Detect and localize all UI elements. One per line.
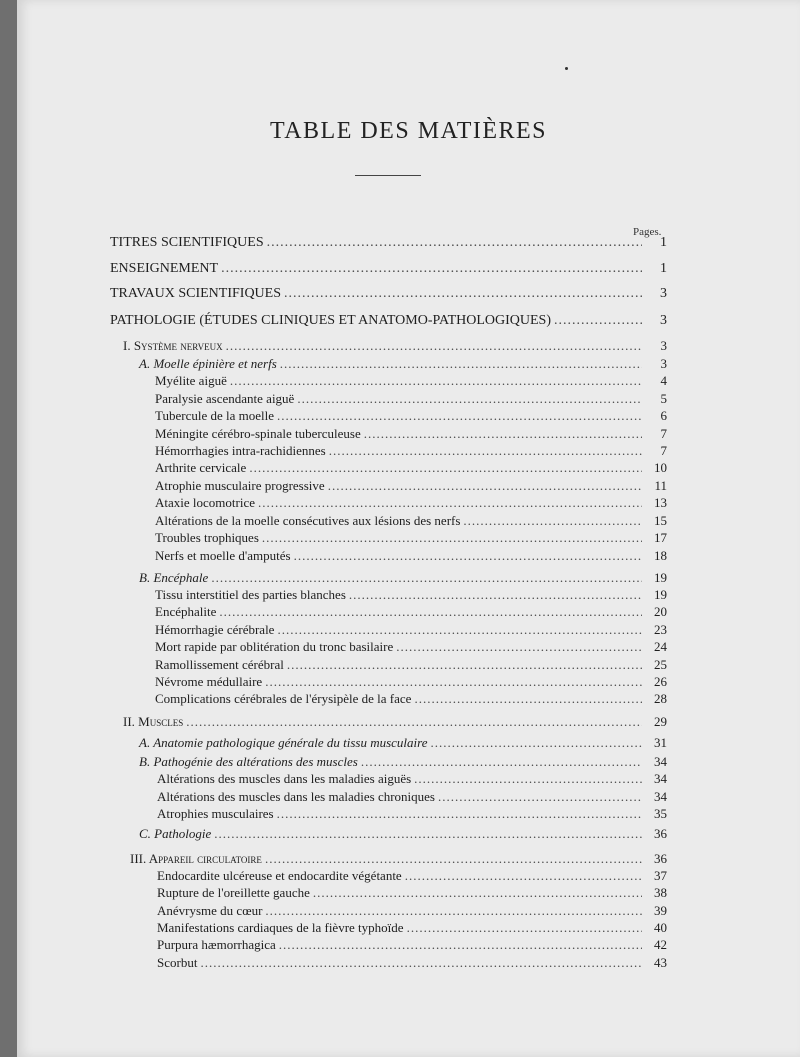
toc-section-label: III. Appareil circulatoire <box>130 851 262 866</box>
toc-entry-page: 43 <box>654 955 667 970</box>
leader-dots <box>280 356 642 372</box>
toc-entry-label: TRAVAUX SCIENTIFIQUES <box>110 286 282 301</box>
leader-dots <box>349 587 642 603</box>
leader-dots <box>407 920 642 936</box>
toc-entry <box>110 286 667 302</box>
toc-entry-page: 39 <box>654 903 667 918</box>
toc-item-label: Altérations des muscles dans les maladies chroniques <box>157 789 435 804</box>
toc-entry-page: 18 <box>654 548 667 563</box>
toc-item-label: Altérations de la moelle consécutives aux lésions des nerfs <box>155 513 461 528</box>
leader-dots <box>258 495 642 511</box>
toc-item <box>155 674 667 690</box>
toc-entry-page: 29 <box>654 714 667 729</box>
toc-section <box>130 851 667 867</box>
toc-entry-page: 28 <box>654 691 667 706</box>
leader-dots <box>431 735 643 751</box>
leader-dots <box>277 622 642 638</box>
leader-dots <box>214 826 642 842</box>
leader-dots <box>262 530 642 546</box>
toc-item <box>155 495 667 511</box>
toc-entry-page: 37 <box>654 868 667 883</box>
toc-item-label: Myélite aiguë <box>155 373 227 388</box>
toc-item-label: Manifestations cardiaques de la fièvre typhoïde <box>157 920 404 935</box>
toc-item <box>155 443 667 459</box>
toc-entry <box>110 235 667 251</box>
toc-section <box>123 338 667 354</box>
leader-dots <box>200 955 642 971</box>
leader-dots <box>230 373 642 389</box>
leader-dots <box>414 691 642 707</box>
toc-item <box>157 885 667 901</box>
toc-item-label: Arthrite cervicale <box>155 460 247 475</box>
toc-item-label: Atrophies musculaires <box>157 806 274 821</box>
toc-item-label: Nerfs et moelle d'amputés <box>155 548 291 563</box>
toc-entry-label: ENSEIGNEMENT <box>110 261 219 276</box>
toc-item-label: Purpura hæmorrhagica <box>157 937 276 952</box>
toc-entry-page: 38 <box>654 885 667 900</box>
leader-dots <box>287 657 642 673</box>
toc-item <box>157 771 667 787</box>
leader-dots <box>294 548 642 564</box>
toc-item-label: Troubles trophiques <box>155 530 259 545</box>
toc-item <box>157 806 667 822</box>
toc-entry-page: 31 <box>654 735 667 750</box>
leader-dots <box>405 868 642 884</box>
leader-dots <box>463 513 642 529</box>
toc-item-label: Méningite cérébro-spinale tuberculeuse <box>155 426 361 441</box>
toc-subsection-label: B. Pathogénie des altérations des muscles <box>139 754 358 769</box>
leader-dots <box>554 313 642 329</box>
toc-item <box>155 530 667 546</box>
toc-entry-page: 19 <box>654 587 667 602</box>
toc-section-label: I. Système nerveux <box>123 338 223 353</box>
toc-item-label: Mort rapide par oblitération du tronc basilaire <box>155 639 394 654</box>
leader-dots <box>364 426 642 442</box>
leader-dots <box>186 714 642 730</box>
toc-item <box>155 426 667 442</box>
toc-item-label: Ataxie locomotrice <box>155 495 255 510</box>
leader-dots <box>265 903 642 919</box>
toc-item-label: Paralysie ascendante aiguë <box>155 391 295 406</box>
toc-entry-page: 34 <box>654 754 667 769</box>
toc-item <box>155 604 667 620</box>
toc-entry-page: 13 <box>654 495 667 510</box>
toc-item-label: Tissu interstitiel des parties blanches <box>155 587 346 602</box>
toc-entry-page: 4 <box>660 373 667 388</box>
toc-entry-page: 3 <box>660 313 667 328</box>
toc-subsection <box>139 826 667 842</box>
toc-item <box>157 868 667 884</box>
toc-entry-page: 26 <box>654 674 667 689</box>
toc-entry-page: 3 <box>660 338 667 353</box>
toc-entry-page: 3 <box>660 356 667 371</box>
toc-subsection-label: A. Moelle épinière et nerfs <box>139 356 277 371</box>
document-page <box>17 0 800 1057</box>
leader-dots <box>438 789 642 805</box>
toc-item-label: Névrome médullaire <box>155 674 263 689</box>
leader-dots <box>219 604 642 620</box>
toc-entry-page: 34 <box>654 789 667 804</box>
toc-item-label: Rupture de l'oreillette gauche <box>157 885 310 900</box>
toc-entry-page: 1 <box>660 235 667 250</box>
leader-dots <box>265 674 642 690</box>
leader-dots <box>396 639 642 655</box>
leader-dots <box>279 937 642 953</box>
toc-item <box>155 691 667 707</box>
toc-entry-page: 40 <box>654 920 667 935</box>
toc-item <box>155 657 667 673</box>
toc-item <box>157 789 667 805</box>
toc-item <box>155 622 667 638</box>
leader-dots <box>297 391 642 407</box>
toc-item <box>155 408 667 424</box>
toc-subsection-label: B. Encéphale <box>139 570 209 585</box>
toc-entry-page: 36 <box>654 826 667 841</box>
toc-item <box>155 587 667 603</box>
toc-entry-page: 23 <box>654 622 667 637</box>
toc-subsection <box>139 570 667 586</box>
toc-entry-label: TITRES SCIENTIFIQUES <box>110 235 264 250</box>
toc-entry-page: 15 <box>654 513 667 528</box>
toc-entry-page: 35 <box>654 806 667 821</box>
leader-dots <box>328 478 642 494</box>
leader-dots <box>329 443 642 459</box>
toc-entry-page: 6 <box>660 408 667 423</box>
toc-item <box>157 955 667 971</box>
toc-item <box>155 478 667 494</box>
toc-entry-page: 36 <box>654 851 667 866</box>
toc-entry-page: 17 <box>654 530 667 545</box>
toc-subsection-label: A. Anatomie pathologique générale du tissu musculaire <box>139 735 428 750</box>
leader-dots <box>267 235 642 251</box>
toc-subsection-label: C. Pathologie <box>139 826 212 841</box>
leader-dots <box>313 885 642 901</box>
toc-entry-page: 11 <box>654 478 667 493</box>
toc-entry-page: 1 <box>660 261 667 276</box>
toc-item-label: Scorbut <box>157 955 198 970</box>
toc-item <box>157 920 667 936</box>
toc-entry-page: 19 <box>654 570 667 585</box>
leader-dots <box>277 806 642 822</box>
toc-item-label: Endocardite ulcéreuse et endocardite végétante <box>157 868 402 883</box>
toc-entry-page: 7 <box>660 443 667 458</box>
toc-item-label: Hémorrhagies intra-rachidiennes <box>155 443 326 458</box>
leader-dots <box>361 754 642 770</box>
leader-dots <box>211 570 642 586</box>
toc-item-label: Hémorrhagie cérébrale <box>155 622 275 637</box>
toc-item-label: Atrophie musculaire progressive <box>155 478 325 493</box>
table-of-contents <box>17 0 800 1057</box>
toc-item-label: Ramollissement cérébral <box>155 657 284 672</box>
toc-item-label: Tubercule de la moelle <box>155 408 275 423</box>
toc-entry-page: 20 <box>654 604 667 619</box>
leader-dots <box>277 408 642 424</box>
leader-dots <box>249 460 642 476</box>
toc-item <box>157 903 667 919</box>
leader-dots <box>226 338 642 354</box>
leader-dots <box>221 261 642 277</box>
toc-item-label: Anévrysme du cœur <box>157 903 263 918</box>
toc-section-label: II. Muscles <box>123 714 184 729</box>
toc-entry-page: 34 <box>654 771 667 786</box>
toc-subsection <box>139 735 667 751</box>
toc-item <box>155 460 667 476</box>
toc-item-label: Complications cérébrales de l'érysipèle de la face <box>155 691 412 706</box>
toc-item <box>157 937 667 953</box>
toc-item-label: Altérations des muscles dans les maladies aiguës <box>157 771 412 786</box>
toc-section <box>123 714 667 730</box>
toc-entry-page: 42 <box>654 937 667 952</box>
leader-dots <box>284 286 642 302</box>
toc-entry <box>110 313 667 329</box>
toc-entry-page: 24 <box>654 639 667 654</box>
toc-item <box>155 513 667 529</box>
toc-entry-page: 5 <box>660 391 667 406</box>
toc-entry-label: PATHOLOGIE (ÉTUDES CLINIQUES ET ANATOMO-PATHOLOGIQUES) <box>110 313 551 328</box>
toc-subsection <box>139 754 667 770</box>
pages-column-label: Pages. <box>633 226 662 238</box>
toc-subsection <box>139 356 667 372</box>
page-title: TABLE DES MATIÈRES <box>269 118 548 144</box>
toc-entry-page: 10 <box>654 460 667 475</box>
toc-item <box>155 548 667 564</box>
toc-item <box>155 639 667 655</box>
toc-item <box>155 373 667 389</box>
toc-entry <box>110 261 667 277</box>
toc-entry-page: 7 <box>660 426 667 441</box>
toc-item-label: Encéphalite <box>155 604 217 619</box>
leader-dots <box>414 771 642 787</box>
toc-entry-page: 25 <box>654 657 667 672</box>
toc-item <box>155 391 667 407</box>
toc-entry-page: 3 <box>660 286 667 301</box>
leader-dots <box>265 851 642 867</box>
